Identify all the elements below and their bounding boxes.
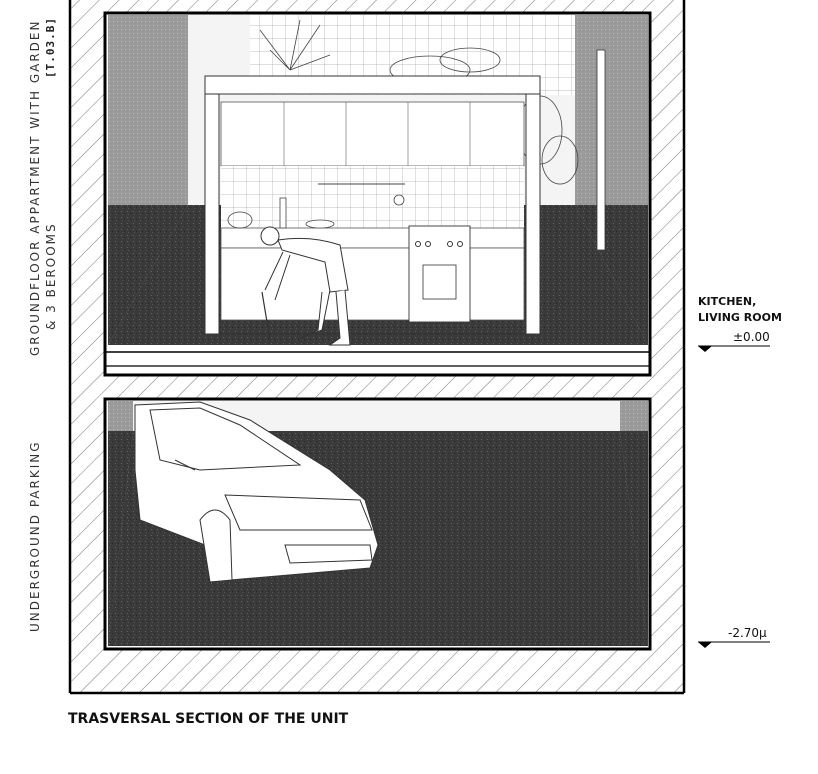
level-marker-underground (698, 642, 770, 648)
lower-floor-label: UNDERGROUND PARKING (28, 440, 42, 632)
level-value-ground: ±0.00 (733, 330, 770, 344)
level-marker-ground (698, 346, 770, 352)
kitchen-room (105, 13, 650, 375)
parking-room (105, 399, 650, 649)
level-value-underground: -2.70μ (728, 626, 767, 640)
drawing-title: TRASVERSAL SECTION OF THE UNIT (68, 711, 349, 727)
upper-floor-code: [T.03.B] (44, 17, 57, 78)
upper-floor-label: GROUNDFLOOR APPARTMENT WITH GARDEN (28, 19, 42, 356)
room-label-line1: KITCHEN, (698, 295, 757, 308)
room-label-kitchen (698, 294, 782, 326)
room-label-line2: LIVING ROOM (698, 311, 782, 324)
upper-floor-label-line2: & 3 BEROOMS (44, 222, 58, 330)
